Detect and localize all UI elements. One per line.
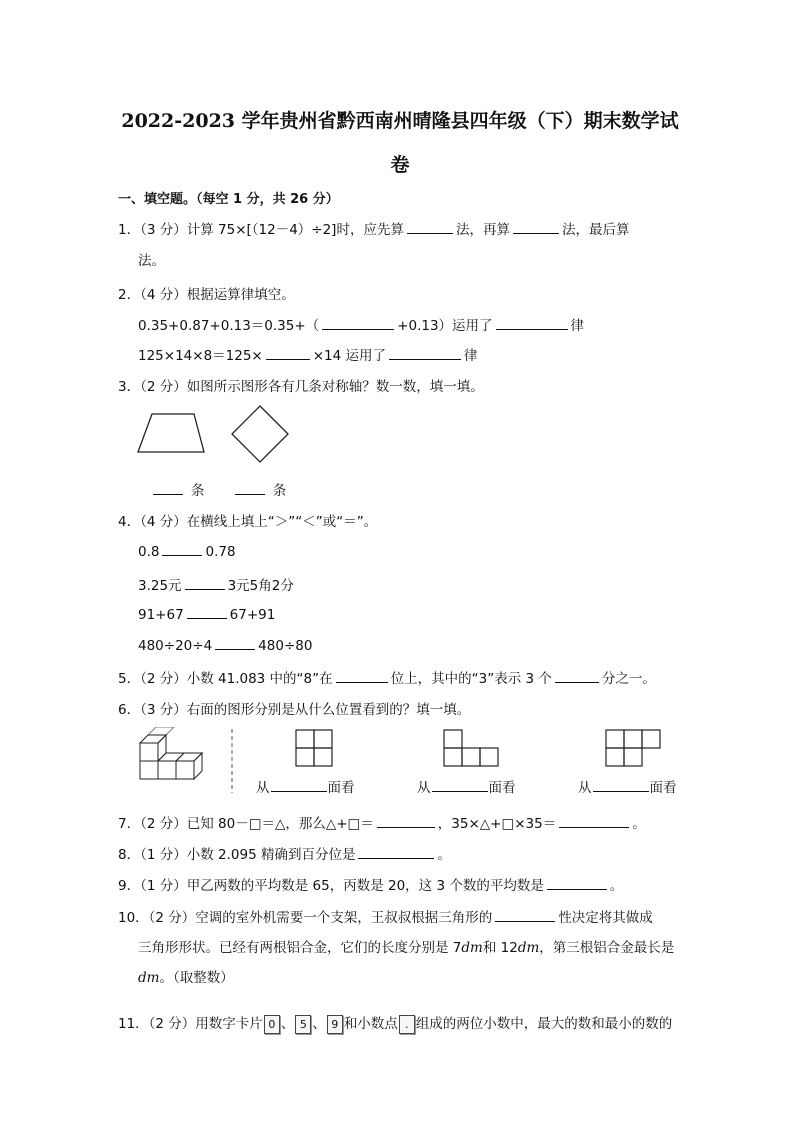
q10-blank-1[interactable] [495,908,555,922]
q6-from-1: 从 [256,780,270,796]
q2-blank-3[interactable] [266,346,310,360]
q2-text-1a: 0.35+0.87+0.13＝0.35+（ [138,318,320,334]
q3-figures [132,404,302,466]
q5-blank-1[interactable] [336,669,388,683]
q5-text-b: 位上，其中的“3”表示 3 个 [390,671,552,687]
q11-text-b: 和小数点 [343,1016,398,1032]
exam-title-line2: 卷 [390,154,410,176]
q2-blank-1[interactable] [322,316,394,330]
q5-text-a: 5．（2 分）小数 41.083 中的“8”在 [118,671,333,687]
q4-r3-right: 67+91 [229,607,276,623]
q1-blank-2[interactable] [513,220,559,234]
q7-blank-1[interactable] [377,814,435,828]
view-3-figure [606,730,660,766]
q4-blank-4[interactable] [215,636,255,650]
q10-line3 [138,966,234,986]
q3-answer-row [150,479,286,499]
decimal-point-card: . [399,1015,415,1034]
q2-text-2c: 律 [464,348,478,364]
q4-r2-right: 3元5角2分 [227,578,294,594]
q11-sep-2: 、 [312,1016,326,1032]
q10-text-b: 性决定将其做成 [558,910,653,926]
q1-text-d: 法。 [138,253,165,269]
trapezoid-figure [138,414,204,452]
q6-blank-1[interactable] [271,778,327,792]
q2-line2 [138,344,478,364]
q1-line2 [138,249,165,269]
q11-sep-1: 、 [280,1016,295,1032]
question-11 [118,1012,672,1034]
q7-text-b: ，35×△+□×35＝ [437,816,557,832]
q6-blank-2[interactable] [432,778,488,792]
q4-r2-left: 3.25元 [138,578,182,594]
q10-text-a: 10．（2 分）空调的室外机需要一个支架，王叔叔根据三角形的 [118,910,493,926]
q10-text-f: 。（取整数） [159,970,234,986]
q4-row-2 [138,574,294,594]
question-1 [118,218,629,238]
exam-title-line1: 2022-2023 学年贵州省黔西南州晴隆县四年级（下）期末数学试 [121,110,679,132]
q2-text-1c: 律 [570,318,585,334]
q10-unit-3: dm [138,970,160,986]
q4-stem: 4．（4 分）在横线上填上“＞”“＜”或“＝”。 [118,514,378,530]
q3-stem: 3．（2 分）如图所示图形各有几条对称轴？数一数，填一填。 [118,379,484,395]
digit-card-0: 0 [264,1015,280,1034]
q6-blank-3[interactable] [593,778,649,792]
section-heading: 一、填空题。（每空 1 分，共 26 分） [118,192,339,207]
q4-blank-2[interactable] [185,576,225,590]
q3-unit-2: 条 [272,483,287,499]
q4-r4-left: 480÷20÷4 [138,638,213,654]
view-2-figure [444,730,498,766]
q2-blank-2[interactable] [496,316,568,330]
q4-r4-right: 480÷80 [258,638,313,654]
q6-face-1: 面看 [327,780,355,796]
q10-text-d: 和 12 [482,940,518,956]
q4-row-1 [138,542,236,560]
q10-text-c: 三角形形状。已经有两根铝合金，它们的长度分别是 7 [138,940,462,956]
q7-text-a: 7．（2 分）已知 80－□＝△，那么△+□＝ [118,816,374,832]
q11-text-a: 11．（2 分）用数字卡片 [118,1016,263,1032]
q10-line2 [138,936,674,956]
q4-blank-3[interactable] [187,605,227,619]
question-7 [118,812,646,832]
digit-card-9: 9 [327,1015,343,1034]
q8-blank-1[interactable] [358,845,434,859]
q10-line1 [118,906,653,926]
q6-from-3: 从 [578,780,592,796]
q10-unit-1: dm [461,940,483,956]
q6-label-1 [256,776,355,796]
q1-blank-1[interactable] [407,220,453,234]
q1-text-a: 1．（3 分）计算 75×[（12－4）÷2]时，应先算 [118,222,404,238]
q11-text-c: 组成的两位小数中，最大的数和最小的数的 [415,1016,673,1032]
q6-face-3: 面看 [649,780,677,796]
q1-text-c: 法，最后算 [561,222,630,238]
q6-label-2 [417,776,516,796]
q3-blank-2[interactable] [235,486,265,495]
q5-blank-2[interactable] [555,669,599,683]
q2-blank-4[interactable] [389,346,461,360]
q9-text-b: 。 [609,878,624,894]
q6-from-2: 从 [417,780,431,796]
q4-r3-left: 91+67 [138,607,184,623]
q5-text-c: 分之一。 [601,671,656,687]
question-5 [118,667,656,687]
q2-stem: 2．（4 分）根据运算律填空。 [118,287,295,303]
q7-blank-2[interactable] [559,814,629,828]
q3-blank-1[interactable] [153,486,183,495]
digit-card-5: 5 [295,1015,311,1034]
q8-text-b: 。 [437,847,451,863]
view-1-figure [296,730,332,766]
q4-r1-left: 0.8 [138,544,160,560]
q10-text-e: ，第三根铝合金最长是 [539,940,675,956]
q1-text-b: 法，再算 [455,222,510,238]
q10-unit-2: dm [517,940,540,956]
question-9 [118,874,623,894]
q4-r1-right: 0.78 [205,544,236,560]
q9-text-a: 9．（1 分）甲乙两数的平均数是 65，丙数是 20，这 3 个数的平均数是 [118,878,544,894]
q9-blank-1[interactable] [547,876,607,890]
q2-text-1b: +0.13）运用了 [397,318,493,334]
q6-label-3 [578,776,677,796]
q4-row-4 [138,636,312,654]
q2-line1 [138,314,584,334]
q7-text-c: 。 [632,816,646,832]
cube-stack-figure [140,727,202,779]
q2-text-2a: 125×14×8＝125× [138,348,263,364]
question-8 [118,843,451,863]
q8-text-a: 8．（1 分）小数 2.095 精确到百分位是 [118,847,356,863]
q2-text-2b: ×14 运用了 [312,348,387,364]
q6-stem: 6．（3 分）右面的图形分别是从什么位置看到的？填一填。 [118,702,471,718]
q6-face-2: 面看 [488,780,516,796]
q4-blank-1[interactable] [162,542,202,556]
q4-row-3 [138,605,275,623]
diamond-figure [232,406,288,462]
q3-unit-1: 条 [191,483,205,499]
